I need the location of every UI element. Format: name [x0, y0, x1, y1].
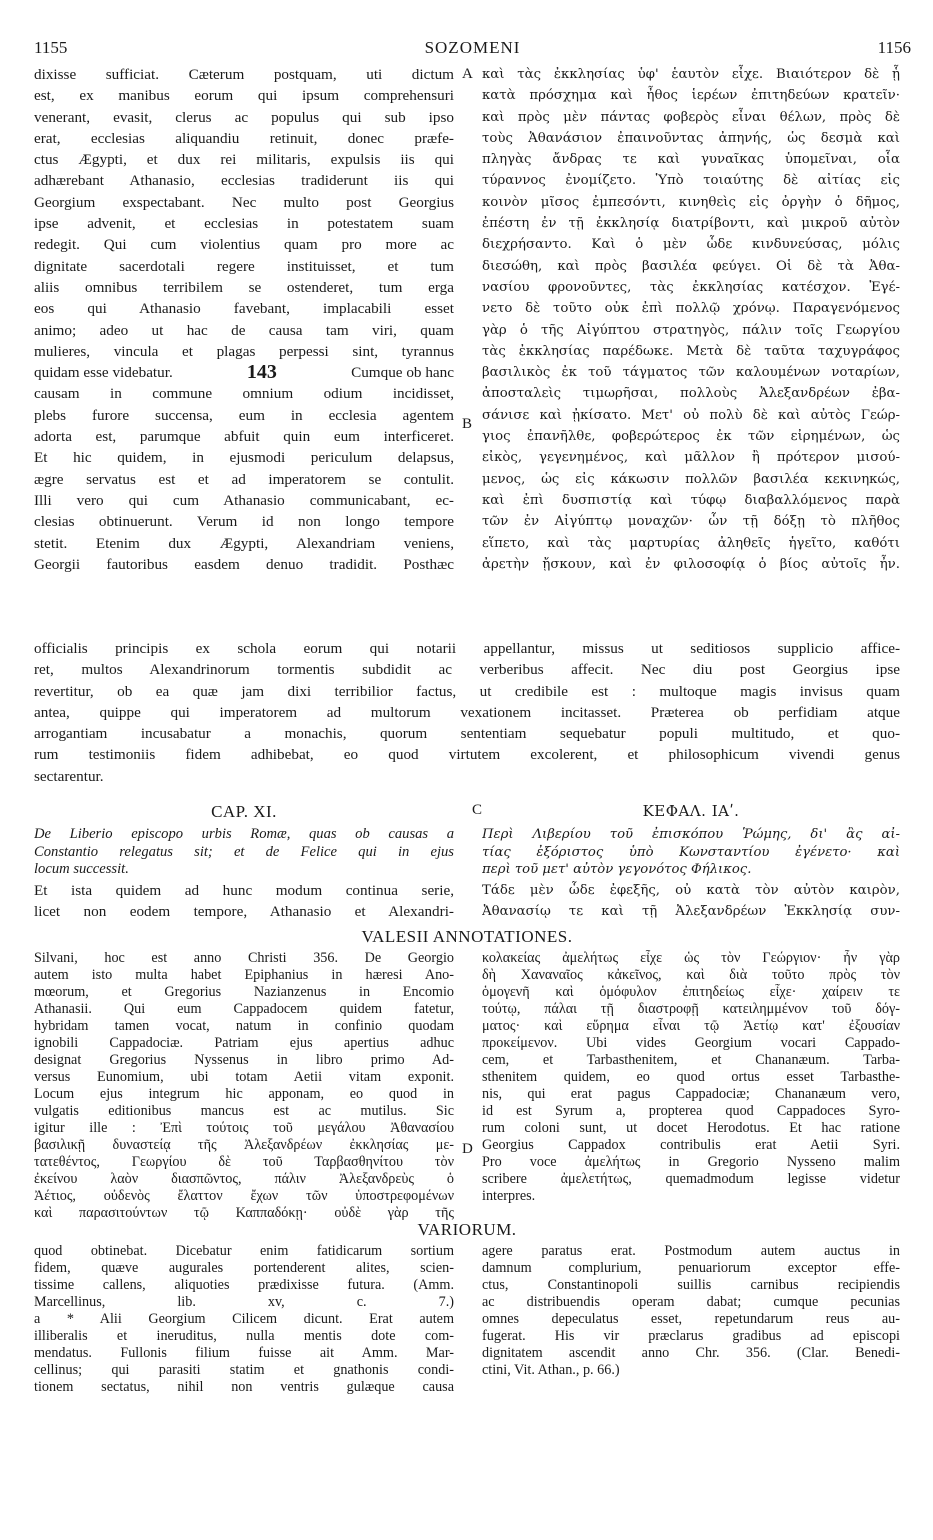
cap-greek-text — [482, 880, 900, 923]
text-line: locum successit. — [34, 861, 129, 877]
text-line: σάνισε καὶ ᾐκίσατο. Μετ' οὐ πολὺ δὲ καὶ αὐτὸς Γεώρ- — [482, 407, 900, 423]
text-line: licet non eodem tempore, Athanasio et Alexandri- — [34, 903, 454, 921]
text-line: τατεθέντος, Γεωργίου δὲ τοῦ Ταρβασθηνίτου τὸν — [34, 1154, 454, 1170]
text-line: ἐκείνου λαὸν διασπῶντος, πάλιν Ἀλεξανδρεὺς ὁ — [34, 1171, 454, 1187]
text-line: ret, multos Alexandrinorum tormentis subdidit ac verberibus affecit. Nec diu post Georgius ipse — [34, 661, 900, 679]
text-line: Τάδε μὲν ὧδε ἐφεξῆς, οὐ κατὰ τὸν αὐτὸν καιρὸν, — [482, 883, 900, 898]
text-line: dignitatem ascendit anno Chr. 356. (Clar. Benedi- — [482, 1345, 900, 1361]
text-line: ægre servatus est et ad imperatorem se contulit. — [34, 470, 454, 488]
text-line: διεχρήσαντο. Καὶ ὁ μὲν ὧδε κινδυνεύσας, μόλις — [482, 237, 900, 253]
text-line: καὶ παρασιτούντων τῷ Καππαδόκῃ· οὐδὲ γὰρ τῆς — [34, 1205, 454, 1221]
text-line: μενος, ὡς εἰς κάκωσιν πολλῶν βασιλέα κεκινηκώς, — [482, 471, 900, 487]
text-line: designat Gregorius Nyssenus in libro primo Ad- — [34, 1052, 454, 1068]
text-line: erat, ecclesias aliquandiu retinuit, donec præfe- — [34, 129, 454, 147]
text-line: κοινὸν μῖσος ἐμπεσόντι, κινηθεὶς εἰς ὀργὴν ὁ δῆμος, — [482, 194, 900, 210]
text-line: rum coloni sunt, ut docet Herodotus. Et hac ratione — [482, 1120, 900, 1136]
latin-column-top — [34, 64, 454, 575]
text-line: ματος· καὶ εὕρημα εἶναι τῷ Ἀετίῳ κατ' ἐξουσίαν — [482, 1018, 900, 1034]
variorum-title: VARIORUM. — [417, 1220, 517, 1239]
text-line: κατὰ πρόσχημα καὶ ἦθος ἱερέων ἐπιτηδεύων κρατεῖν· — [482, 88, 900, 104]
cap-greek-title: ΚΕΦΑΛ. ΙΑʹ. — [642, 802, 740, 820]
cap-greek-summary — [482, 826, 900, 879]
page-header — [34, 38, 911, 62]
greek-column-top — [482, 64, 900, 575]
text-line: De Liberio episcopo urbis Romæ, quas ob causas a — [34, 826, 454, 842]
text-line: ctus Ægypti, et dux rei militaris, expulsis iis qui — [34, 151, 454, 169]
text-line: mendatus. Fullonis filium fuisse ait Amm. Mar- — [34, 1345, 454, 1361]
text-line: Athanasii. Qui eum Cappadocem quidem fatetur, — [34, 1001, 454, 1017]
margin-marker-d: D — [462, 1141, 473, 1157]
text-line: καὶ τὰς ἐκκλησίας ὑφ' ἑαυτὸν εἶχε. Βιαιότερον δὲ ᾗ — [482, 67, 900, 82]
text-line: tionem sectatus, nihil non ventris gulæque causa — [34, 1379, 454, 1395]
text-line: igitur ille : Ἐπὶ τούτοις τοῦ μεγάλου Ἀθανασίου — [34, 1120, 454, 1136]
page-number-right: 1156 — [877, 38, 911, 57]
text-line: Illi vero qui cum Athanasio communicabant, ec- — [34, 491, 454, 509]
text-line: ipse advenit, et ecclesias in potestatem suam — [34, 215, 454, 233]
text-line: νετο δὲ τοῦτο οὐκ ἐπὶ πολλῷ χρόνῳ. Παραγενόμενος — [482, 301, 900, 317]
text-line: βασιλικῇ δυναστείᾳ τῆς Ἀλεξανδρέων ἐκκλησίας με- — [34, 1137, 454, 1153]
text-line: sthenitem quidem, eo quod ortus esset Tarbasthe- — [482, 1069, 900, 1085]
valesii-title: VALESII ANNOTATIONES. — [361, 927, 573, 946]
text-line: cem, et Tarbasthenitem, et Chananæum. Tarba- — [482, 1052, 900, 1068]
text-line: mœorum, et Gregorius Nazianzenus in Encomio — [34, 984, 454, 1000]
text-line: Περὶ Λιβερίου τοῦ ἐπισκόπου Ῥώμης, δι' ἃς αἰ- — [482, 827, 900, 842]
text-line: εἵπετο, καὶ τὰς μαρτυρίας ἀληθεῖς ἡγεῖτο, καθότι — [482, 535, 900, 551]
text-line: revertitur, ob ea quæ jam dixi terribilior factus, ut credibile est : multoque magis invisus quam — [34, 682, 900, 700]
cap-latin-summary — [34, 826, 454, 879]
latin-full-width — [34, 638, 900, 787]
margin-marker-b: B — [462, 416, 473, 432]
text-line: stetit. Etenim dux Ægypti, Alexandriam veniens, — [34, 534, 454, 552]
cap-latin-title: CAP. XI. — [211, 802, 277, 821]
text-line: venerant, evasit, clerus ac populus qui sub ipso — [34, 108, 454, 126]
text-line: aliis omnibus terribilem se ostenderet, tum erga — [34, 278, 454, 296]
text-line: fugerat. His vir præclarus gradibus ad episcopi — [482, 1328, 900, 1344]
text-line: πληγὰς ἄνδρας τε καὶ γυναῖκας ὑπομεῖναι, οἷα — [482, 152, 900, 168]
text-line: autem isto multa habet Epiphanius in hæresi Ano- — [34, 967, 454, 983]
cap-latin-text — [34, 880, 454, 923]
text-line: τὰς ἐκκλησίας παρέδωκε. Μετὰ δὲ ταῦτα ταχυγράφος — [482, 343, 900, 359]
text-line: dignitate sacerdotali regere instituisset, et tum — [34, 257, 454, 275]
text-line: cellinus; qui parasiti statim et gnathonis condi- — [34, 1362, 454, 1378]
text-line: Et hic quidem, in ejusmodi periculum delapsus, — [34, 449, 454, 467]
text-line: tissime callens, aliquoties prædixisse futura. (Amm. — [34, 1277, 454, 1293]
text-line: τοὺς Ἀθανάσιον ἐπαινοῦντας ἀπηνής, ὡς δεσμὰ καὶ — [482, 130, 900, 146]
text-line: plebs furore succensa, eum in ecclesia agentem — [34, 406, 454, 424]
text-line: τῶν ἐν Αἰγύπτῳ μοναχῶν· ὧν τῇ δόξῃ τὸ πλῆθος — [482, 514, 900, 530]
text-line: id est Syrum a, propterea quod Cappadoces Syro- — [482, 1103, 900, 1119]
text-line: Marcellinus, lib. xv, c. 7.) — [34, 1294, 454, 1310]
text-line: causam in commune omnium odium incidisset, — [34, 385, 454, 403]
text-line: Georgius Cappadox contribulis erat Aetii Syri. — [482, 1137, 900, 1153]
text-line: scribere ἀμελετήτως, quemadmodum legisse videtur — [482, 1171, 900, 1187]
text-line: officialis principis ex schola eorum qui notarii appellantur, missus ut seditiosos supplicio affice- — [34, 640, 900, 657]
text-line: sectarentur. — [34, 767, 104, 785]
text-line: illiberalis et ineruditus, nulla mentis dote com- — [34, 1328, 454, 1344]
text-line: ac distribuendis operam dabat; cumque pecunias — [482, 1294, 900, 1310]
text-line: interpres. — [482, 1188, 536, 1204]
text-line: dixisse sufficiat. Cæterum postquam, uti dictum — [34, 66, 454, 83]
text-line: ὁμογενῆ καὶ ὁμόφυλον ἐπιτηδείως εἶχε· χαίρειν τε — [482, 984, 900, 1000]
text-line: est, ex manibus eorum qui ipsum comprehensuri — [34, 87, 454, 105]
running-title: SOZOMENI — [424, 38, 521, 57]
text-line: τύραννος ἐνομίζετο. Ὑπὸ τοιαύτης δὲ αἰτίας εἰς — [482, 173, 900, 189]
text-line: ἀρετὴν ᾔσκουν, καὶ ἐν φιλοσοφίᾳ ὁ βίος αὐτοῖς ἦν. — [482, 556, 900, 572]
text-line: hybridam tamen vocat, natum in confinio quodam — [34, 1018, 454, 1034]
text-line: vulgatis editionibus mancus est ac mutilus. Sic — [34, 1103, 454, 1119]
margin-marker-a: A — [462, 66, 473, 82]
text-line: Constantio relegatus sit; et de Felice qui in ejus — [34, 843, 454, 860]
variorum-left-column — [34, 1243, 454, 1396]
text-line: κολακείας ἀμελήτως εἶχε ὡς τὸν Γεώργιον· ἦν γὰρ — [482, 950, 900, 966]
text-line: Georgii fautoribus easdem denuo tradidit. Posthæc — [34, 555, 454, 573]
margin-marker-c: C — [472, 802, 483, 818]
text-line: δὴ Χαναναῖος κἀκεῖνος, καὶ διὰ τοῦτο πρὸς τὸν — [482, 967, 900, 983]
text-line: agere paratus erat. Postmodum autem auctus in — [482, 1243, 900, 1259]
text-line: βασιλικὸς ἐκ τοῦ τάγματος τῶν καλουμένων νοταρίων, — [482, 365, 900, 381]
text-line — [34, 362, 454, 383]
text-line: Locum ejus integrum hic apponam, eo quod in — [34, 1086, 454, 1102]
text-line-part: Cumque ob hanc — [351, 364, 454, 382]
text-line: ctus, Constantinopoli suillis carnibus recipiendis — [482, 1277, 900, 1293]
text-line: eos qui Athanasio favebant, implacabili esset — [34, 300, 454, 318]
variorum-right-column — [482, 1243, 900, 1379]
text-line: ἀποσταλεὶς τιμωρῆσαι, πολλοὺς Ἀλεξανδρέων ἐβα- — [482, 386, 900, 402]
text-line: τούτῳ, πάλαι τῇ διαστροφῇ κατειλημμένον τοῦ δόγ- — [482, 1001, 900, 1017]
text-line: εἰκὸς, γεγενημένος, καὶ μᾶλλον ἢ πρότερον μισού- — [482, 450, 900, 466]
text-line: antea, quippe qui imperatorem ad multorum vexationem incitasset. Præterea ob perfidiam atque — [34, 703, 900, 721]
text-line: Ἀέτιος, οὐδενὸς ἔλαττον ἔχων τῶν ὑποστρεφομένων — [34, 1188, 454, 1204]
text-line: περὶ τοῦ μετ' αὐτὸν γεγονότος Φήλικος. — [482, 862, 752, 877]
text-line: clesias obtinuerunt. Verum id non longo tempore — [34, 513, 454, 531]
text-line: Pro voce ἀμελήτως in Gregorio Nysseno malim — [482, 1154, 900, 1170]
text-line: ἐπέστη ἐν τῇ ἐκκλησίᾳ διατρίβοντι, καὶ μικροῦ αὐτὸν — [482, 216, 900, 232]
text-line: animo; adeo ut hac de causa tam viri, quam — [34, 321, 454, 339]
text-line: rum testimoniis fidem adhibebat, eo quod virtutem excolerent, et philosophicum vivendi genus — [34, 746, 900, 764]
text-line: fidem, quæve augurales portenderent alites, scien- — [34, 1260, 454, 1276]
text-line: καὶ ἐπὶ δυσπιστίᾳ καὶ τύφῳ διαβαλλόμενος παρὰ — [482, 492, 900, 508]
text-line: adhærebant Athanasio, ecclesias tradiderunt iis qui — [34, 172, 454, 190]
text-line: versus Eunomium, ubi totam Aetii vitam exponit. — [34, 1069, 454, 1085]
text-line: Et ista quidem ad hunc modum continua serie, — [34, 882, 454, 899]
text-line: adorta est, parumque abfuit quin eum interficeret. — [34, 428, 454, 446]
valesii-right-column — [482, 950, 900, 1205]
text-line: nis, qui erat pagus Cappadociæ; Chananæum vero, — [482, 1086, 900, 1102]
text-line: Silvani, hoc est anno Christi 356. De Georgio — [34, 950, 454, 966]
text-line: προκείμενον. Ubi vides Georgium vocari Cappado- — [482, 1035, 900, 1051]
text-line: ignobili Cappadociæ. Patriam ejus apertius adhuc — [34, 1035, 454, 1051]
text-line: Georgium exspectabant. Nec multo post Georgius — [34, 193, 454, 211]
text-line: mulieres, vincula et plagas perpessi sint, tyrannus — [34, 342, 454, 360]
text-line: omnes depeculatus esset, repetundarum reus au- — [482, 1311, 900, 1327]
text-line: καὶ πρὸς μὲν πάντας φοβερὸς εἶναι θέλων, πρὸς δὲ — [482, 109, 900, 125]
valesii-left-column — [34, 950, 454, 1222]
text-line: τίας ἐξόριστος ὑπὸ Κωνσταντίου ἐγένετο· καὶ — [482, 844, 900, 860]
chapter-marker: 143 — [246, 362, 277, 384]
text-line: quod obtinebat. Dicebatur enim fatidicarum sortium — [34, 1243, 454, 1259]
text-line: Ἀθανασίῳ τε καὶ τῇ Ἀλεξανδρέων Ἐκκλησίᾳ συν- — [482, 904, 900, 920]
text-line: a * Alii Georgium Cilicem dicunt. Erat autem — [34, 1311, 454, 1327]
text-line: redegit. Qui cum violentius quam pro more ac — [34, 236, 454, 254]
text-line: ctini, Vit. Athan., p. 66.) — [482, 1362, 620, 1378]
page-number-left: 1155 — [34, 38, 68, 57]
text-line: διεσώθη, καὶ πρὸς βασιλέα φεύγει. Οἱ δὲ τὰ Ἀθα- — [482, 258, 900, 274]
text-line-part: quidam esse videbatur. — [34, 364, 173, 382]
text-line: γιος ἐπανῆλθε, φοβερώτερος ἐκ τῶν εἰρημένων, ὡς — [482, 429, 900, 445]
text-line: damnum complurium, penuariorum exceptor effe- — [482, 1260, 900, 1276]
text-line: νασίου φρονοῦντες, τὰς ἐκκλησίας κατέσχον. Ἐγέ- — [482, 279, 900, 295]
text-line: arrogantiam incusabatur a monachis, quorum sententiam sequebatur populi multitudo, et quo- — [34, 725, 900, 743]
text-line: γὰρ ὁ τῆς Αἰγύπτου στρατηγὸς, πάλιν τοῖς Γεωργίου — [482, 322, 900, 338]
